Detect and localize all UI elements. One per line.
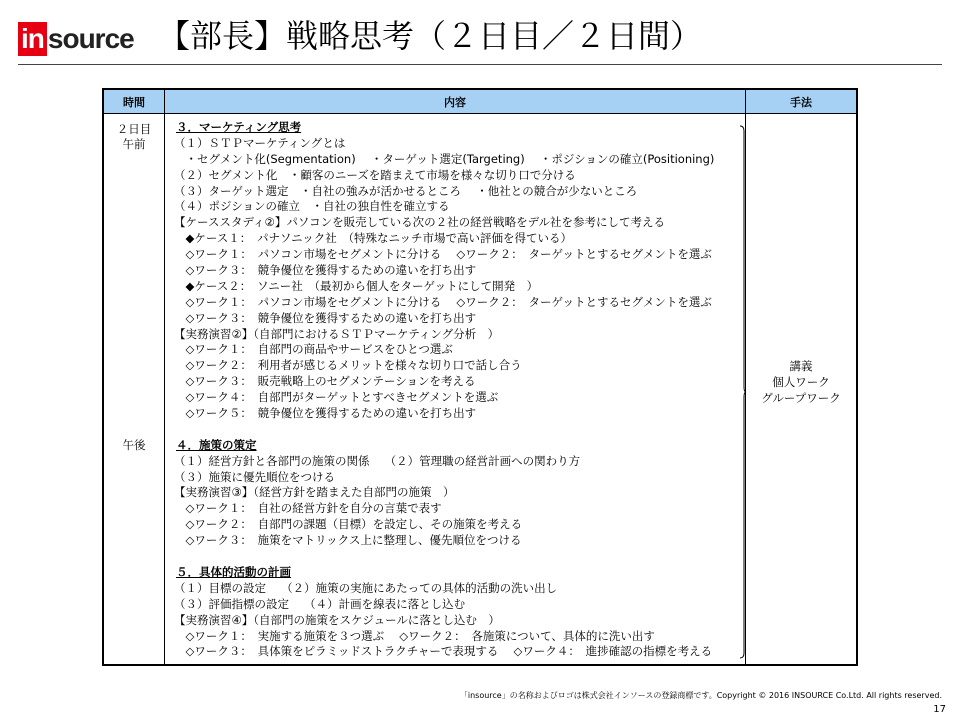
- spacer: [174, 422, 754, 438]
- header-content: 内容: [165, 90, 745, 114]
- content-line: ◆ケース１： パナソニック社 （特殊なニッチ市場で高い評価を得ている）: [174, 231, 572, 246]
- section-heading: ３．マーケティング思考: [176, 120, 302, 134]
- copyright-footer: 「insource」の名称およびロゴは株式会社インソースの登録商標です。Copyright © 2016 INSOURCE Co.Ltd. All rights reserved.: [459, 691, 942, 700]
- content-line: （３）施策に優先順位をつける: [174, 469, 335, 484]
- content-cell: [174, 120, 754, 660]
- content-line: （３）ターゲット選定 ・自社の強みが活かせるところ ・他社との競合が少ないところ: [174, 183, 638, 198]
- method-cell: [746, 358, 856, 406]
- time-cell-afternoon: [104, 438, 164, 453]
- content-line: 【実務演習③】（経営方針を踏まえた自部門の施策 ）: [174, 485, 455, 500]
- page-number: 17: [933, 704, 946, 715]
- content-line: （１）経営方針と各部門の施策の関係 （２）管理職の経営計画への関わり方: [174, 453, 581, 468]
- content-line: ◇ワーク５： 競争優位を獲得するための違いを打ち出す: [174, 406, 477, 421]
- insource-logo: [18, 22, 134, 56]
- content-line: ◇ワーク３： 販売戦略上のセグメンテーションを考える: [174, 374, 476, 389]
- schedule-table: [102, 88, 858, 666]
- content-line: 【実務演習④】（自部門の施策をスケジュールに落とし込む ）: [174, 612, 500, 627]
- content-line: ◇ワーク４： 自部門がターゲットとすべきセグメントを選ぶ: [174, 390, 499, 405]
- content-line: ◇ワーク１： 自部門の商品やサービスをひとつ選ぶ: [174, 342, 453, 357]
- time-cell-morning: [104, 122, 164, 152]
- header-method: 手法: [746, 90, 856, 114]
- spacer: [174, 549, 754, 565]
- content-line: （１）目標の設定 （２）施策の実施にあたっての具体的活動の洗い出し: [174, 580, 558, 595]
- method-lecture: 講義: [789, 359, 813, 373]
- title-divider: [18, 64, 942, 65]
- content-line: ◇ワーク３： 施策をマトリックス上に整理し、優先順位をつける: [174, 533, 522, 548]
- content-line: （４）ポジションの確立 ・自社の独自性を確立する: [174, 199, 450, 214]
- content-line: ◇ワーク１： パソコン市場をセグメントに分ける ◇ワーク２： ターゲットとするセグメントを選ぶ: [174, 294, 712, 309]
- content-line: （３）評価指標の設定 （４）計画を線表に落とし込む: [174, 596, 466, 611]
- time-day: ２日目: [116, 122, 152, 136]
- method-group-work: グループワーク: [761, 391, 841, 405]
- section-heading: ４．施策の策定: [176, 437, 257, 452]
- content-line: ◇ワーク２： 自部門の課題（目標）を設定し、その施策を考える: [174, 517, 523, 532]
- content-line: ◇ワーク１： パソコン市場をセグメントに分ける ◇ワーク２： ターゲットとするセグメントを選ぶ: [174, 247, 712, 262]
- header-time: 時間: [104, 90, 164, 114]
- logo-source: source: [47, 23, 134, 54]
- slide-title: 【部長】戦略思考（２日目／２日間）: [158, 17, 703, 55]
- content-line: ◇ワーク３： 具体策をピラミッドストラクチャーで表現する ◇ワーク４： 進捗確認の指標を考える: [174, 644, 713, 659]
- content-line: （１）ＳＴＰマーケティングとは: [174, 135, 346, 150]
- content-line: ・セグメント化(Segmentation) ・ターゲット選定(Targeting) ・ポジションの確立(Positioning): [174, 151, 715, 166]
- content-line: ◇ワーク１： 実施する施策を３つ選ぶ ◇ワーク２： 各施策について、具体的に洗い出す: [174, 628, 655, 643]
- content-line: ◇ワーク３： 競争優位を獲得するための違いを打ち出す: [174, 263, 477, 278]
- section-heading: ５．具体的活動の計画: [176, 564, 291, 579]
- content-line: ◇ワーク２： 利用者が感じるメリットを様々な切り口で話し合う: [174, 358, 522, 373]
- content-line: （２）セグメント化 ・顧客のニーズを踏まえて市場を様々な切り口で分ける: [174, 167, 576, 182]
- content-line: ◇ワーク３： 競争優位を獲得するための違いを打ち出す: [174, 310, 477, 325]
- content-line: ◆ケース２： ソニー社 （最初から個人をターゲットにして開発 ）: [174, 278, 539, 293]
- column-divider: [164, 90, 165, 664]
- content-line: 【ケーススタディ②】パソコンを販売している次の２社の経営戦略をデル社を参考にして考える: [174, 215, 666, 230]
- time-am: 午前: [122, 137, 146, 151]
- method-individual-work: 個人ワーク: [772, 375, 830, 389]
- content-line: ◇ワーク１： 自社の経営方針を自分の言葉で表す: [174, 501, 442, 516]
- content-line: 【実務演習②】（自部門におけるＳＴＰマーケティング分析 ）: [174, 326, 500, 341]
- logo-in: in: [18, 22, 47, 56]
- time-pm: 午後: [122, 438, 146, 452]
